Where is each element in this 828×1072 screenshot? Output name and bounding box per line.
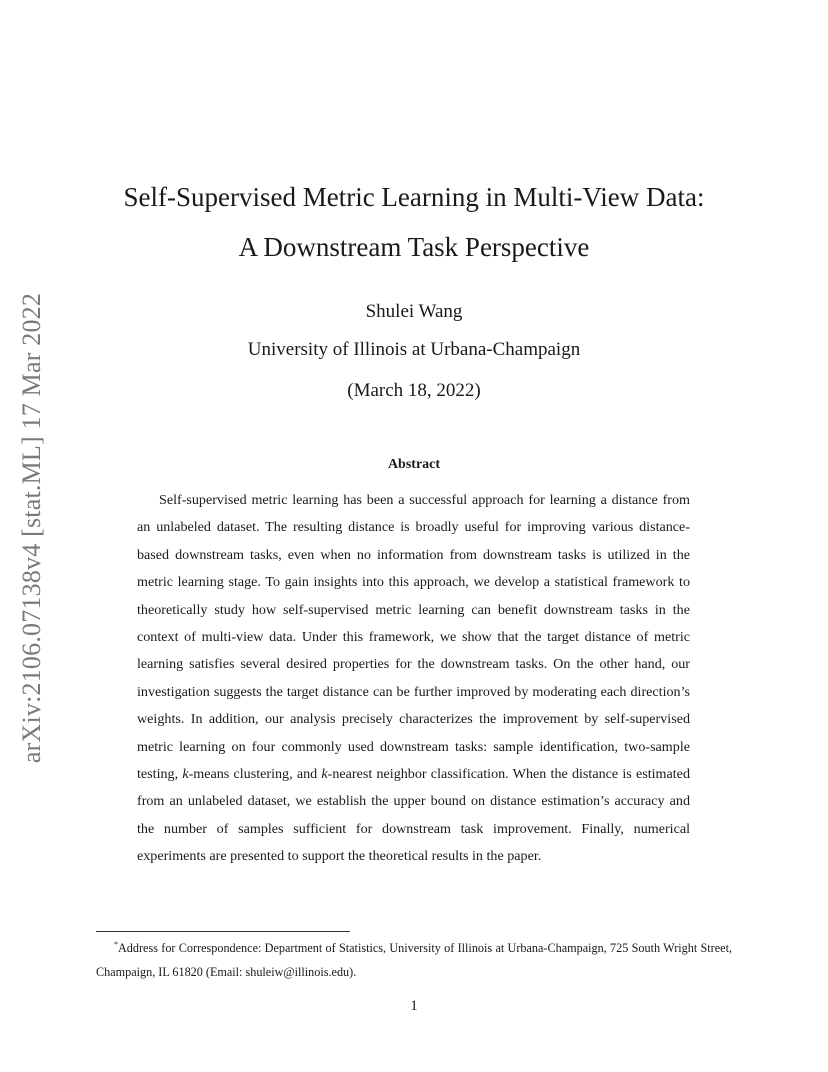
abstract-k-variable: k xyxy=(321,766,328,783)
page-number: 1 xyxy=(410,998,418,1014)
footnote-text: Address for Correspondence: Department of Statistics, University of Illinois at Urbana-Champaign, 725 South Wright Street, Champaign, IL 61820 (Email: shuleiw@illinois.edu). xyxy=(96,941,732,979)
footnote-rule xyxy=(96,931,350,932)
abstract-text-1: Self-supervised metric learning has been a successful approach for learning a distance from an unlabeled dataset. The resulting distance is broadly useful for improving various distance-based downstream tasks, even when no information from downstream tasks is utilized in the metric learning stage. To gain insights into this approach, we develop a statistical framework to theoretically study how self-supervised metric learning can benefit downstream tasks in the context of multi-view data. Under this framework, we show that the target distance of metric learning satisfies several desired properties for the downstream tasks. On the other hand, our investigation suggests the target distance can be further improved by moderating each direction’s weights. In addition, our analysis precisely characterizes the improvement by self-supervised metric learning on four commonly used downstream tasks: sample identification, two-sample testing, xyxy=(137,492,690,783)
abstract-text-2: -means clustering, and xyxy=(188,766,322,783)
footnote xyxy=(96,933,732,984)
paper-title-line-2: A Downstream Task Perspective xyxy=(238,232,590,262)
arxiv-id: arXiv:2106.07138v4 [stat.ML] 17 Mar 2022 xyxy=(17,292,47,764)
abstract-text-3: -nearest neighbor classification. When the distance is estimated from an unlabeled dataset, we establish the upper bound on distance estimation’s accuracy and the number of samples sufficient for downstream task improvement. Finally, numerical experiments are presented to support the theoretical results in the paper. xyxy=(137,766,690,865)
author-name: Shulei Wang xyxy=(365,301,463,322)
abstract-k-variable: k xyxy=(182,766,189,783)
paper-date: (March 18, 2022) xyxy=(347,380,481,401)
author-affiliation: University of Illinois at Urbana-Champaign xyxy=(247,339,581,360)
abstract-body xyxy=(137,487,690,871)
abstract-heading: Abstract xyxy=(387,457,441,472)
paper-title-line-1: Self-Supervised Metric Learning in Multi-View Data: xyxy=(123,182,705,212)
footnote-marker: * xyxy=(114,940,118,949)
